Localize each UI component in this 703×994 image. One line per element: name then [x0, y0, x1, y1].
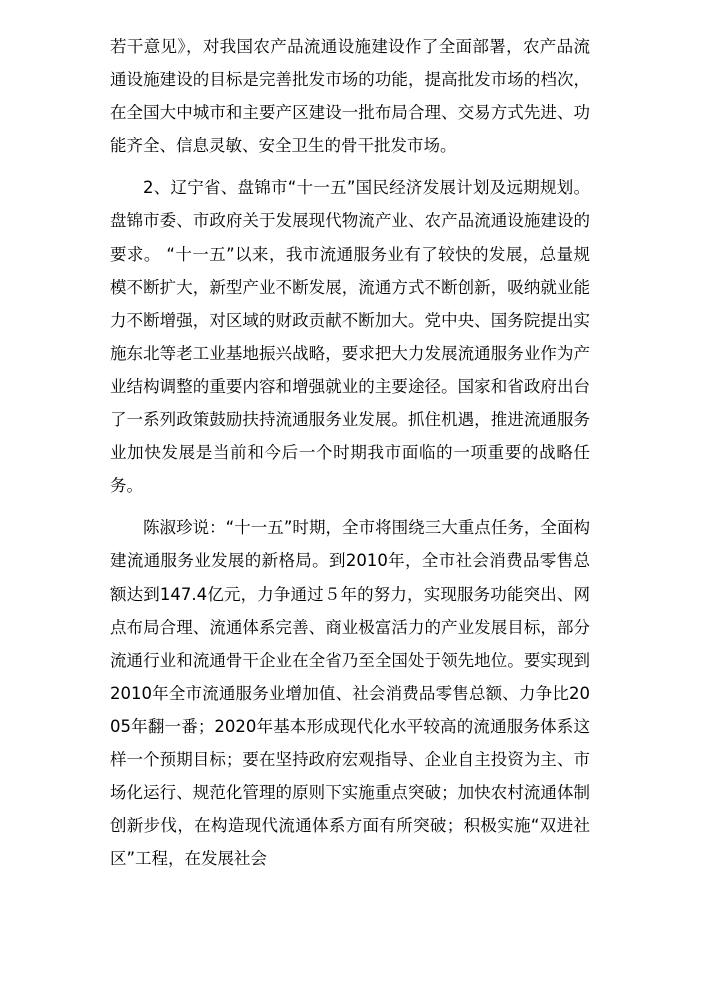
- document-body: [110, 30, 590, 875]
- paragraph-1: 若干意见》，对我国农产品流通设施建设作了全面部署，农产品流通设施建设的目标是完善批发市场的功能，提高批发市场的档次，在全国大中城市和主要产区建设一批布局合理、交易方式先进、功能齐全、信息灵敏、安全卫生的骨干批发市场。: [110, 37, 590, 156]
- paragraph-3: 陈淑珍说：“十一五”时期，全市将围绕三大重点任务，全面构建流通服务业发展的新格局。到2010年，全市社会消费品零售总额达到147.4亿元，力争通过５年的努力，实现服务功能突出、网点布局合理、流通体系完善、商业极富活力的产业发展目标，部分流通行业和流通骨干企业在全省乃至全国处于领先地位。要实现到2010年全市流通服务业增加值、社会消费品零售总额、力争比2005年翻一番；2020年基本形成现代化水平较高的流通服务体系这样一个预期目标；要在坚持政府宏观指导、企业自主投资为主、市场化运行、规范化管理的原则下实施重点突破；加快农村流通体制创新步伐，在构造现代流通体系方面有所突破；积极实施“双进社区”工程，在发展社会: [110, 518, 590, 869]
- paragraph-2: 2、辽宁省、盘锦市“十一五”国民经济发展计划及远期规划。盘锦市委、市政府关于发展现代物流产业、农产品流通设施建设的要求。 “十一五”以来，我市流通服务业有了较快的发展，总量规模不断扩大，新型产业不断发展，流通方式不断创新，吸纳就业能力不断增强，对区域的财政贡献不断加大。党中央、国务院提出实施东北等老工业基地振兴战略，要求把大力发展流通服务业作为产业结构调整的重要内容和增强就业的主要途径。国家和省政府出台了一系列政策鼓励扶持流通服务业发展。抓住机遇，推进流通服务业加快发展是当前和今后一个时期我市面临的一项重要的战略任务。: [110, 178, 590, 496]
